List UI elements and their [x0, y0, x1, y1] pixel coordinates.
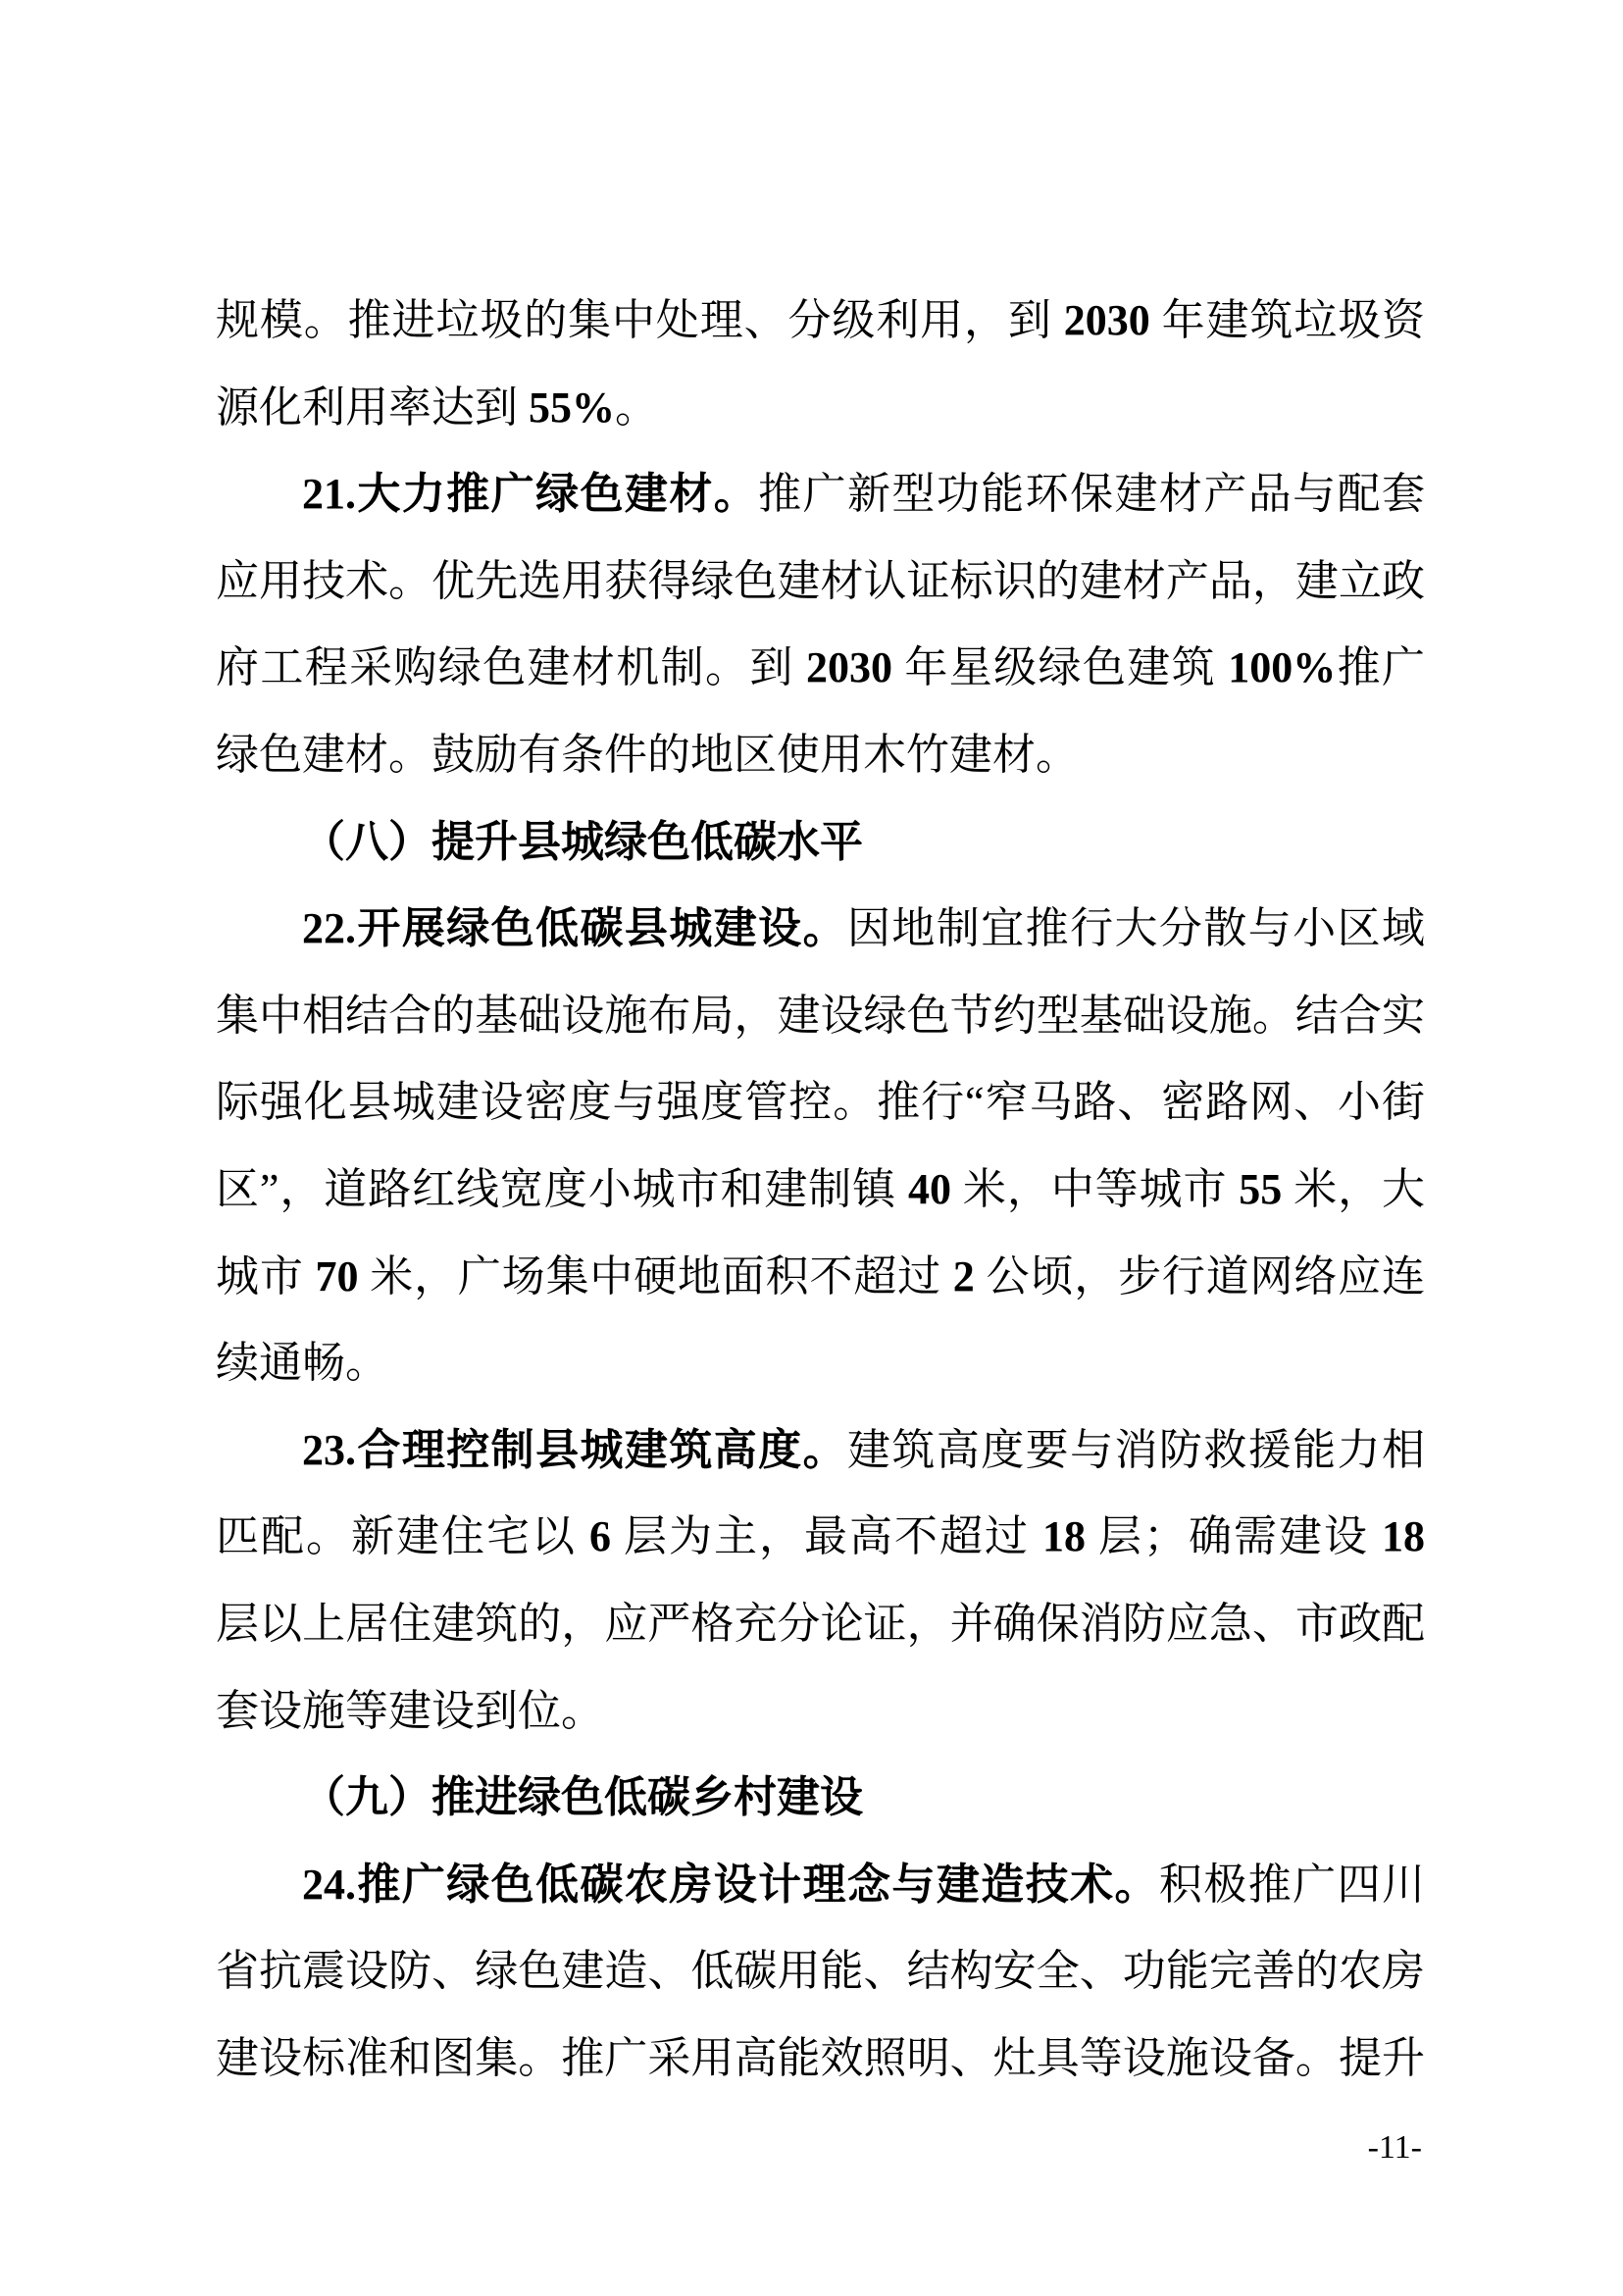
number-text: 55%	[529, 383, 615, 432]
text-line	[216, 2015, 1425, 2103]
body-text: 推广新型功能环保建材产品与配套	[758, 470, 1426, 519]
paragraph-lead-text: （九）推进绿色低碳乡村建设	[302, 1773, 863, 1822]
body-text: 米，大	[1282, 1164, 1426, 1213]
text-line	[216, 1668, 1425, 1756]
paragraph-lead-text: 23.合理控制县城建筑高度。	[302, 1425, 847, 1474]
text-line	[216, 712, 1425, 799]
number-text: 70	[315, 1251, 359, 1301]
body-text: 源化利用率达到	[216, 383, 529, 432]
body-text: 层以上居住建筑的，应严格充分论证，并确保消防应急、市政配	[216, 1599, 1425, 1648]
body-text: 因地制宜推行大分散与小区域	[847, 904, 1425, 953]
body-text: 米，广场集中硬地面积不超过	[358, 1251, 953, 1301]
paragraph-lead-text: 22.开展绿色低碳县城建设。	[302, 904, 847, 953]
text-line	[216, 1147, 1425, 1234]
body-text: 推广	[1336, 643, 1426, 692]
text-line	[216, 1842, 1425, 1929]
page-number: -11-	[1367, 2129, 1422, 2166]
body-text: 区”，道路红线宽度小城市和建制镇	[216, 1164, 908, 1213]
text-line	[216, 1059, 1425, 1147]
body-text: 层；确需建设	[1086, 1512, 1382, 1561]
number-text: 2	[952, 1251, 975, 1301]
number-text: 6	[589, 1512, 611, 1561]
text-line	[216, 451, 1425, 538]
text-line	[216, 1755, 1425, 1842]
text-line	[216, 1928, 1425, 2015]
text-line	[216, 1407, 1425, 1495]
text-line	[216, 1234, 1425, 1321]
number-text: 100%	[1228, 643, 1337, 692]
body-text: 建筑高度要与消防救援能力相	[847, 1425, 1425, 1474]
text-line	[216, 1581, 1425, 1668]
body-text: 。	[615, 383, 658, 432]
body-text: 建设标准和图集。推广采用高能效照明、灶具等设施设备。提升	[216, 2033, 1425, 2082]
text-line	[216, 886, 1425, 973]
number-text: 55	[1239, 1164, 1283, 1213]
text-line	[216, 538, 1425, 626]
body-text: 绿色建材。鼓励有条件的地区使用木竹建材。	[216, 730, 1079, 779]
body-text: 应用技术。优先选用获得绿色建材认证标识的建材产品，建立政	[216, 556, 1425, 605]
text-line	[216, 278, 1425, 365]
number-text: 18	[1042, 1512, 1086, 1561]
paragraph-lead-text: 24.推广绿色低碳农房设计理念与建造技术。	[302, 1860, 1159, 1909]
body-text: 续通畅。	[216, 1339, 388, 1388]
text-line	[216, 365, 1425, 452]
body-text: 层为主，最高不超过	[611, 1512, 1042, 1561]
body-text: 匹配。新建住宅以	[216, 1512, 589, 1561]
number-text: 2030	[806, 643, 893, 692]
text-line	[216, 1320, 1425, 1407]
body-text: 年星级绿色建筑	[892, 643, 1229, 692]
text-line	[216, 625, 1425, 712]
paragraph-lead-text: 21.大力推广绿色建材。	[302, 470, 759, 519]
body-text: 府工程采购绿色建材机制。到	[216, 643, 807, 692]
number-text: 2030	[1063, 296, 1150, 344]
body-text: 城市	[216, 1251, 316, 1301]
body-text: 公顷，步行道网络应连	[974, 1251, 1426, 1301]
text-line	[216, 799, 1425, 887]
text-line	[216, 973, 1425, 1060]
paragraph-lead-text: （八）提升县城绿色低碳水平	[302, 817, 863, 866]
body-text: 规模。推进垃圾的集中处理、分级利用，到	[216, 296, 1064, 344]
body-text: 省抗震设防、绿色建造、低碳用能、结构安全、功能完善的农房	[216, 1947, 1425, 1996]
body-text: 年建筑垃圾资	[1149, 296, 1426, 344]
document-body	[216, 278, 1425, 2102]
body-text: 集中相结合的基础设施布局，建设绿色节约型基础设施。结合实	[216, 991, 1425, 1040]
number-text: 18	[1382, 1512, 1425, 1561]
text-line	[216, 1494, 1425, 1581]
body-text: 米，中等城市	[951, 1164, 1240, 1213]
body-text: 积极推广四川	[1158, 1860, 1426, 1909]
body-text: 套设施等建设到位。	[216, 1686, 604, 1735]
number-text: 40	[908, 1164, 951, 1213]
body-text: 际强化县城建设密度与强度管控。推行“窄马路、密路网、小街	[216, 1078, 1425, 1127]
